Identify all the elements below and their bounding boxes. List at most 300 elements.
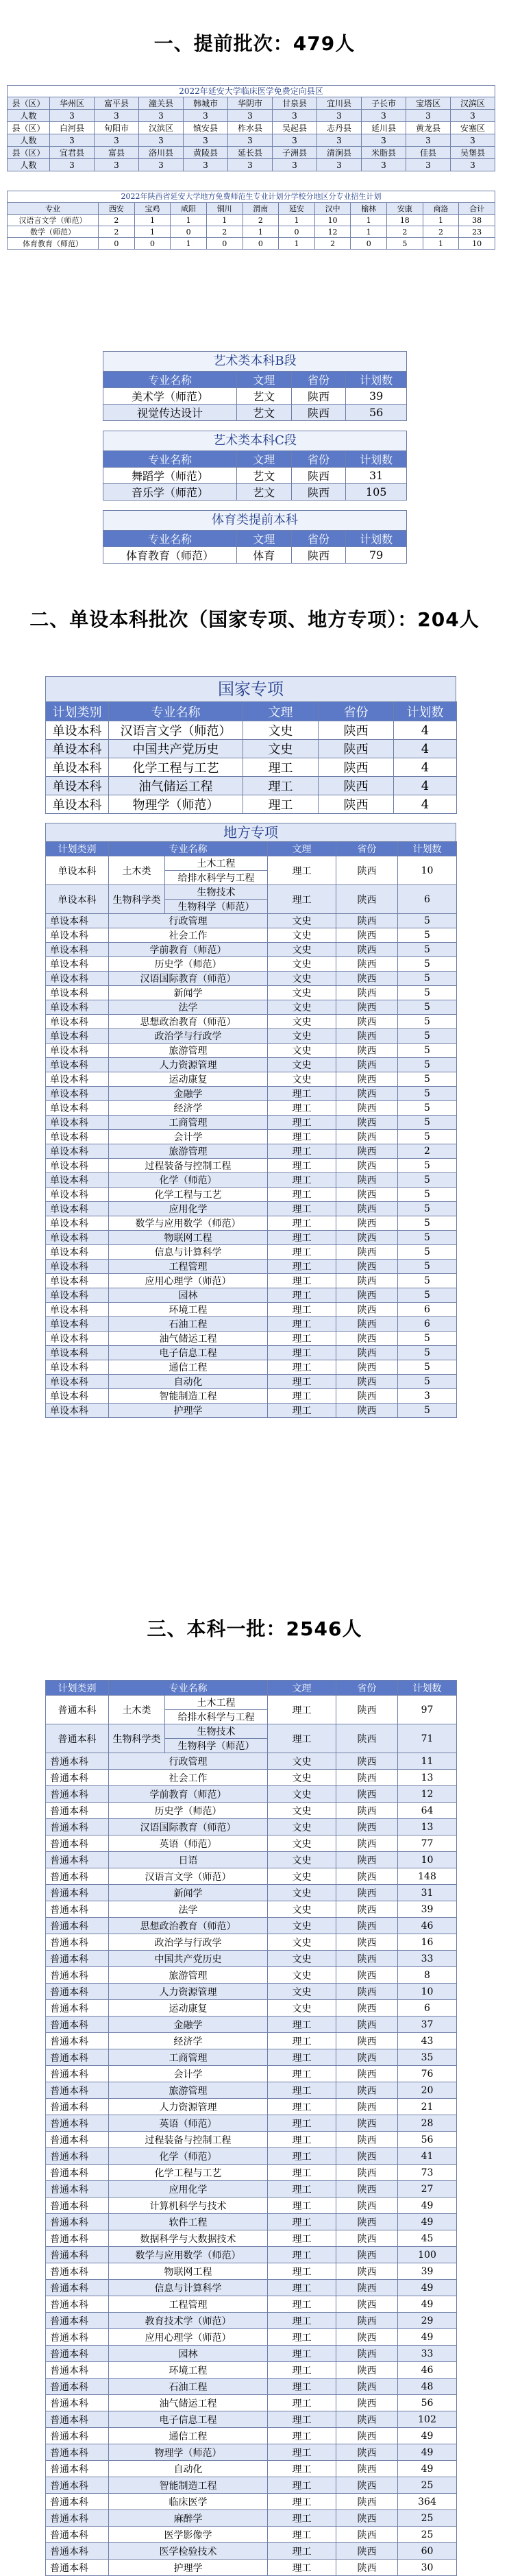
province-cell: 陕西 — [336, 1231, 398, 1245]
artB-header-cell: 文理 — [236, 372, 291, 388]
national-cell: 中国共产党历史 — [109, 740, 243, 758]
pe-header-cell: 专业名称 — [103, 531, 237, 547]
county-count-cell: 3 — [139, 159, 184, 171]
major-cell: 会计学 — [109, 1130, 268, 1144]
count-cell: 5 — [398, 1173, 457, 1188]
count-cell: 102 — [398, 2411, 457, 2428]
province-cell: 陕西 — [336, 914, 398, 928]
table-row — [46, 2000, 457, 2017]
table-row — [46, 1753, 457, 1770]
major-cell: 工程管理 — [109, 2296, 268, 2313]
national-cell: 4 — [394, 758, 457, 777]
type-cell: 理工 — [268, 1696, 336, 1724]
art-c-caption: 艺术类本科C段 — [103, 431, 407, 450]
artC-header-cell: 专业名称 — [103, 451, 237, 468]
count-cell: 6 — [398, 2000, 457, 2017]
major-cell: 教育技术学（师范） — [109, 2313, 268, 2329]
type-cell: 文史 — [268, 1029, 336, 1044]
province-cell: 陕西 — [336, 1000, 398, 1015]
national-header-cell: 省份 — [319, 702, 394, 721]
count-cell: 49 — [398, 2444, 457, 2461]
major-cell: 人力资源管理 — [109, 1984, 268, 2000]
province-cell: 陕西 — [336, 2379, 398, 2395]
major-cell: 麻醉学 — [109, 2510, 268, 2527]
type-cell: 理工 — [268, 1260, 336, 1274]
province-cell: 陕西 — [336, 2099, 398, 2115]
national-row — [46, 721, 457, 740]
major-cell: 旅游管理 — [109, 1967, 268, 1984]
count-cell: 16 — [398, 1934, 457, 1951]
type-cell: 理工 — [268, 1346, 336, 1360]
major-cell: 应用心理学（师范） — [109, 2329, 268, 2346]
county-count-cell: 3 — [362, 159, 406, 171]
county-region-cell: 志丹县 — [317, 122, 362, 134]
pe-cell: 体育教育（师范） — [103, 547, 237, 564]
teacher-plan-table — [7, 191, 495, 250]
section1-title: 一、提前批次：479人 — [153, 32, 356, 55]
count-cell: 43 — [398, 2033, 457, 2049]
count-cell: 39 — [398, 1901, 457, 1918]
type-cell: 文史 — [268, 1835, 336, 1852]
type-cell: 文史 — [268, 1852, 336, 1868]
province-cell: 陕西 — [336, 1029, 398, 1044]
county-region-cell: 宜君县 — [50, 147, 95, 159]
category-cell: 普通本科 — [46, 1984, 109, 2000]
province-cell: 陕西 — [336, 2033, 398, 2049]
table-row — [46, 972, 457, 986]
art-c-table — [103, 431, 407, 501]
count-cell: 5 — [398, 1044, 457, 1058]
local-caption: 地方专项 — [45, 823, 456, 841]
table-row — [46, 2296, 457, 2313]
major-cell: 物联网工程 — [109, 1231, 268, 1245]
major-cell: 护理学 — [109, 1404, 268, 1418]
plan-header-cell: 铜川 — [206, 203, 243, 215]
group-cell: 土木类 — [109, 856, 165, 885]
count-cell: 5 — [398, 1260, 457, 1274]
major-cell: 信息与计算科学 — [109, 1245, 268, 1260]
table-row — [46, 2214, 457, 2230]
plan-header-cell: 安康 — [387, 203, 423, 215]
province-cell: 陕西 — [336, 2296, 398, 2313]
category-cell: 单设本科 — [46, 1173, 109, 1188]
province-cell: 陕西 — [336, 2362, 398, 2379]
county-region-cell: 白河县 — [50, 122, 95, 134]
national-cell: 4 — [394, 777, 457, 795]
count-cell: 30 — [398, 2560, 457, 2576]
count-cell: 5 — [398, 1360, 457, 1375]
count-cell: 25 — [398, 2477, 457, 2494]
count-cell: 76 — [398, 2066, 457, 2082]
plan-cell: 0 — [134, 238, 171, 250]
table-row — [46, 2198, 457, 2214]
type-cell: 理工 — [268, 1375, 336, 1389]
table-row — [46, 1029, 457, 1044]
province-cell: 陕西 — [336, 1375, 398, 1389]
category-cell: 普通本科 — [46, 2543, 109, 2560]
plan-cell: 2 — [206, 226, 243, 238]
county-count-cell: 3 — [184, 159, 228, 171]
type-cell: 理工 — [268, 885, 336, 914]
count-cell: 5 — [398, 1101, 457, 1116]
category-cell: 普通本科 — [46, 1753, 109, 1770]
national-header-cell: 计划数 — [394, 702, 457, 721]
category-cell: 单设本科 — [46, 928, 109, 943]
county-count-cell: 3 — [273, 134, 317, 147]
table-row — [46, 2017, 457, 2033]
art-b-grid — [103, 371, 407, 421]
province-cell: 陕西 — [336, 2263, 398, 2280]
type-cell: 文史 — [268, 1786, 336, 1803]
county-region-cell: 子长市 — [362, 97, 406, 110]
category-cell: 单设本科 — [46, 1072, 109, 1087]
header-cell: 计划类别 — [46, 842, 109, 856]
table-row — [46, 2115, 457, 2132]
province-cell: 陕西 — [336, 1852, 398, 1868]
county-count-cell: 3 — [50, 134, 95, 147]
province-cell: 陕西 — [336, 957, 398, 972]
major-cell: 智能制造工程 — [109, 2477, 268, 2494]
category-cell: 普通本科 — [46, 1951, 109, 1967]
province-cell: 陕西 — [336, 885, 398, 914]
count-cell: 46 — [398, 1918, 457, 1934]
category-cell: 普通本科 — [46, 2082, 109, 2099]
table-row — [46, 2560, 457, 2576]
province-cell: 陕西 — [336, 1835, 398, 1852]
major-cell: 数学与应用数学（师范） — [109, 2247, 268, 2263]
artB-cell: 56 — [346, 405, 407, 421]
artB-cell: 39 — [346, 388, 407, 405]
major-cell: 新闻学 — [109, 1885, 268, 1901]
table-row — [46, 914, 457, 928]
artC-cell: 陕西 — [291, 468, 346, 484]
count-cell: 5 — [398, 972, 457, 986]
province-cell: 陕西 — [336, 1130, 398, 1144]
count-cell: 25 — [398, 2527, 457, 2543]
category-cell: 单设本科 — [46, 1288, 109, 1303]
type-cell: 理工 — [268, 2049, 336, 2066]
artB-cell: 陕西 — [291, 388, 346, 405]
province-cell: 陕西 — [336, 1724, 398, 1753]
major-cell: 护理学 — [109, 2560, 268, 2576]
category-cell: 单设本科 — [46, 972, 109, 986]
province-cell: 陕西 — [336, 2000, 398, 2017]
national-cell: 单设本科 — [46, 795, 109, 814]
plan-cell: 0 — [279, 226, 315, 238]
major-cell: 日语 — [109, 1852, 268, 1868]
table-row — [46, 1101, 457, 1116]
header-cell: 计划数 — [398, 842, 457, 856]
major-cell: 应用化学 — [109, 2181, 268, 2198]
type-cell: 理工 — [268, 2148, 336, 2165]
county-region-cell: 富平县 — [95, 97, 139, 110]
major-cell: 应用化学 — [109, 1202, 268, 1216]
plan-cell: 23 — [459, 226, 495, 238]
table-row — [46, 1332, 457, 1346]
type-cell: 理工 — [268, 1360, 336, 1375]
table-row — [46, 1058, 457, 1072]
province-cell: 陕西 — [336, 1173, 398, 1188]
province-cell: 陕西 — [336, 2543, 398, 2560]
category-cell: 单设本科 — [46, 856, 109, 885]
category-cell: 单设本科 — [46, 943, 109, 957]
table-row — [46, 2461, 457, 2477]
table-row — [46, 2066, 457, 2082]
county-region-cell: 韩城市 — [184, 97, 228, 110]
category-cell: 普通本科 — [46, 2494, 109, 2510]
pe-caption: 体育类提前本科 — [103, 510, 407, 530]
table-row — [46, 957, 457, 972]
count-cell: 5 — [398, 957, 457, 972]
category-cell: 普通本科 — [46, 1770, 109, 1786]
major-cell: 会计学 — [109, 2066, 268, 2082]
national-table — [45, 676, 456, 814]
count-cell: 13 — [398, 1819, 457, 1835]
category-cell: 普通本科 — [46, 1835, 109, 1852]
pe-cell: 79 — [346, 547, 407, 564]
major-cell: 化学（师范） — [109, 1173, 268, 1188]
art-b-caption: 艺术类本科B段 — [103, 351, 407, 371]
plan-header-cell: 专业 — [8, 203, 99, 215]
category-cell: 单设本科 — [46, 1058, 109, 1072]
major-cell: 社会工作 — [109, 1770, 268, 1786]
type-cell: 文史 — [268, 1000, 336, 1015]
plan-cell: 2 — [99, 215, 135, 226]
major-cell: 旅游管理 — [109, 1144, 268, 1159]
local-table — [45, 823, 456, 1418]
county-region-label: 县（区） — [8, 147, 50, 159]
province-cell: 陕西 — [336, 2115, 398, 2132]
group-row — [46, 856, 457, 871]
province-cell: 陕西 — [336, 1116, 398, 1130]
count-cell: 64 — [398, 1803, 457, 1819]
province-cell: 陕西 — [336, 1934, 398, 1951]
major-cell: 中国共产党历史 — [109, 1951, 268, 1967]
major-cell: 园林 — [109, 2346, 268, 2362]
national-cell: 化学工程与工艺 — [109, 758, 243, 777]
major-cell: 经济学 — [109, 1101, 268, 1116]
category-cell: 单设本科 — [46, 1087, 109, 1101]
category-cell: 普通本科 — [46, 2477, 109, 2494]
county-region-cell: 汉滨区 — [139, 122, 184, 134]
major-cell: 医学检验技术 — [109, 2543, 268, 2560]
pe-grid — [103, 530, 407, 564]
artB-header-cell: 省份 — [291, 372, 346, 388]
major-cell: 自动化 — [109, 1375, 268, 1389]
category-cell: 普通本科 — [46, 2033, 109, 2049]
plan-cell: 1 — [279, 215, 315, 226]
national-cell: 汉语言文学（师范） — [109, 721, 243, 740]
type-cell: 理工 — [268, 2181, 336, 2198]
province-cell: 陕西 — [336, 2066, 398, 2082]
type-cell: 理工 — [268, 2247, 336, 2263]
type-cell: 理工 — [268, 856, 336, 885]
artC-cell: 艺文 — [236, 484, 291, 501]
major-cell: 计算机科学与技术 — [109, 2198, 268, 2214]
count-cell: 100 — [398, 2247, 457, 2263]
major-cell: 思想政治教育（师范） — [109, 1918, 268, 1934]
table-row — [46, 1000, 457, 1015]
type-cell: 理工 — [268, 1087, 336, 1101]
county-count-row — [8, 134, 495, 147]
table-row — [46, 1835, 457, 1852]
province-cell: 陕西 — [336, 1389, 398, 1404]
province-cell: 陕西 — [336, 1360, 398, 1375]
county-region-label: 县（区） — [8, 122, 50, 134]
type-cell: 文史 — [268, 972, 336, 986]
type-cell: 文史 — [268, 1058, 336, 1072]
national-row — [46, 777, 457, 795]
national-row — [46, 795, 457, 814]
count-cell: 5 — [398, 914, 457, 928]
artB-header-cell: 专业名称 — [103, 372, 237, 388]
county-region-row — [8, 147, 495, 159]
artC-cell: 艺文 — [236, 468, 291, 484]
plan-cell: 1 — [279, 238, 315, 250]
category-cell: 普通本科 — [46, 1967, 109, 1984]
table-row — [46, 2181, 457, 2198]
county-count-cell: 3 — [406, 159, 451, 171]
type-cell: 理工 — [268, 1159, 336, 1173]
type-cell: 理工 — [268, 1116, 336, 1130]
category-cell: 普通本科 — [46, 2527, 109, 2543]
type-cell: 理工 — [268, 2477, 336, 2494]
count-cell: 5 — [398, 1332, 457, 1346]
province-cell: 陕西 — [336, 1188, 398, 1202]
sub-major-cell: 土木工程 — [165, 1696, 268, 1710]
major-cell: 旅游管理 — [109, 1044, 268, 1058]
table-row — [46, 2313, 457, 2329]
type-cell: 理工 — [268, 2263, 336, 2280]
category-cell: 普通本科 — [46, 2395, 109, 2411]
table-row — [46, 1015, 457, 1029]
category-cell: 普通本科 — [46, 2066, 109, 2082]
category-cell: 单设本科 — [46, 1101, 109, 1116]
major-cell: 通信工程 — [109, 1360, 268, 1375]
table-row — [46, 2510, 457, 2527]
category-cell: 单设本科 — [46, 1000, 109, 1015]
table-row — [46, 1116, 457, 1130]
table-row — [46, 1375, 457, 1389]
header-cell: 计划类别 — [46, 1681, 109, 1696]
national-cell: 陕西 — [319, 795, 394, 814]
table-row — [46, 1260, 457, 1274]
count-cell: 6 — [398, 885, 457, 914]
plan-cell: 0 — [171, 226, 207, 238]
province-cell: 陕西 — [336, 2247, 398, 2263]
artC-cell: 陕西 — [291, 484, 346, 501]
table-row — [46, 2379, 457, 2395]
plan-header-cell: 咸阳 — [171, 203, 207, 215]
county-region-cell: 柞水县 — [228, 122, 273, 134]
national-cell: 陕西 — [319, 758, 394, 777]
plan-cell: 1 — [171, 238, 207, 250]
major-cell: 金融学 — [109, 2017, 268, 2033]
art-c-grid — [103, 450, 407, 501]
county-table-caption: 2022年延安大学临床医学免费定向县区 — [7, 85, 495, 97]
county-region-cell: 宝塔区 — [406, 97, 451, 110]
province-cell: 陕西 — [336, 1819, 398, 1835]
major-cell: 政治学与行政学 — [109, 1029, 268, 1044]
plan-row — [8, 215, 495, 226]
province-cell: 陕西 — [336, 2132, 398, 2148]
count-cell: 39 — [398, 2263, 457, 2280]
table-row — [46, 1984, 457, 2000]
category-cell: 单设本科 — [46, 1202, 109, 1216]
category-cell: 普通本科 — [46, 1819, 109, 1835]
national-grid — [45, 701, 457, 814]
table-row — [46, 2329, 457, 2346]
count-cell: 49 — [398, 2280, 457, 2296]
national-row — [46, 758, 457, 777]
category-cell: 普通本科 — [46, 1901, 109, 1918]
category-cell: 普通本科 — [46, 1803, 109, 1819]
county-count-cell: 3 — [50, 159, 95, 171]
major-cell: 旅游管理 — [109, 2082, 268, 2099]
category-cell: 单设本科 — [46, 1317, 109, 1332]
province-cell: 陕西 — [336, 1317, 398, 1332]
artB-cell: 陕西 — [291, 405, 346, 421]
county-count-cell: 3 — [273, 110, 317, 122]
plan-cell: 2 — [387, 226, 423, 238]
table-row — [46, 1819, 457, 1835]
type-cell: 文史 — [268, 1901, 336, 1918]
count-cell: 10 — [398, 856, 457, 885]
national-cell: 4 — [394, 795, 457, 814]
table-row — [46, 2395, 457, 2411]
plan-cell: 10 — [459, 238, 495, 250]
province-cell: 陕西 — [336, 2346, 398, 2362]
table-row — [46, 1360, 457, 1375]
type-cell: 文史 — [268, 2000, 336, 2017]
count-cell: 49 — [398, 2428, 457, 2444]
category-cell: 单设本科 — [46, 1404, 109, 1418]
county-region-cell: 洛川县 — [139, 147, 184, 159]
type-cell: 理工 — [268, 2198, 336, 2214]
category-cell: 单设本科 — [46, 914, 109, 928]
header-cell: 专业名称 — [109, 1681, 268, 1696]
county-count-cell: 3 — [139, 110, 184, 122]
artB-cell: 艺文 — [236, 388, 291, 405]
sub-major-cell: 生物科学（师范） — [165, 1739, 268, 1753]
province-cell: 陕西 — [336, 1216, 398, 1231]
sub-major-cell: 给排水科学与工程 — [165, 1710, 268, 1724]
category-cell: 普通本科 — [46, 1868, 109, 1885]
plan-cell: 2 — [423, 226, 459, 238]
header-cell: 计划数 — [398, 1681, 457, 1696]
county-region-cell: 黄龙县 — [406, 122, 451, 134]
major-cell: 物联网工程 — [109, 2263, 268, 2280]
county-count-cell: 3 — [317, 159, 362, 171]
province-cell: 陕西 — [336, 2165, 398, 2181]
category-cell: 单设本科 — [46, 1332, 109, 1346]
count-cell: 12 — [398, 1786, 457, 1803]
artC-cell: 105 — [346, 484, 407, 501]
artC-cell: 舞蹈学（师范） — [103, 468, 237, 484]
type-cell: 文史 — [268, 1984, 336, 2000]
national-cell: 单设本科 — [46, 777, 109, 795]
category-cell: 单设本科 — [46, 1044, 109, 1058]
plan-row — [8, 226, 495, 238]
category-cell: 普通本科 — [46, 1918, 109, 1934]
type-cell: 理工 — [268, 2230, 336, 2247]
county-region-cell: 清涧县 — [317, 147, 362, 159]
table-row — [46, 1786, 457, 1803]
category-cell: 普通本科 — [46, 1724, 109, 1753]
count-cell: 2 — [398, 1144, 457, 1159]
header-cell: 省份 — [336, 1681, 398, 1696]
category-cell: 普通本科 — [46, 2461, 109, 2477]
